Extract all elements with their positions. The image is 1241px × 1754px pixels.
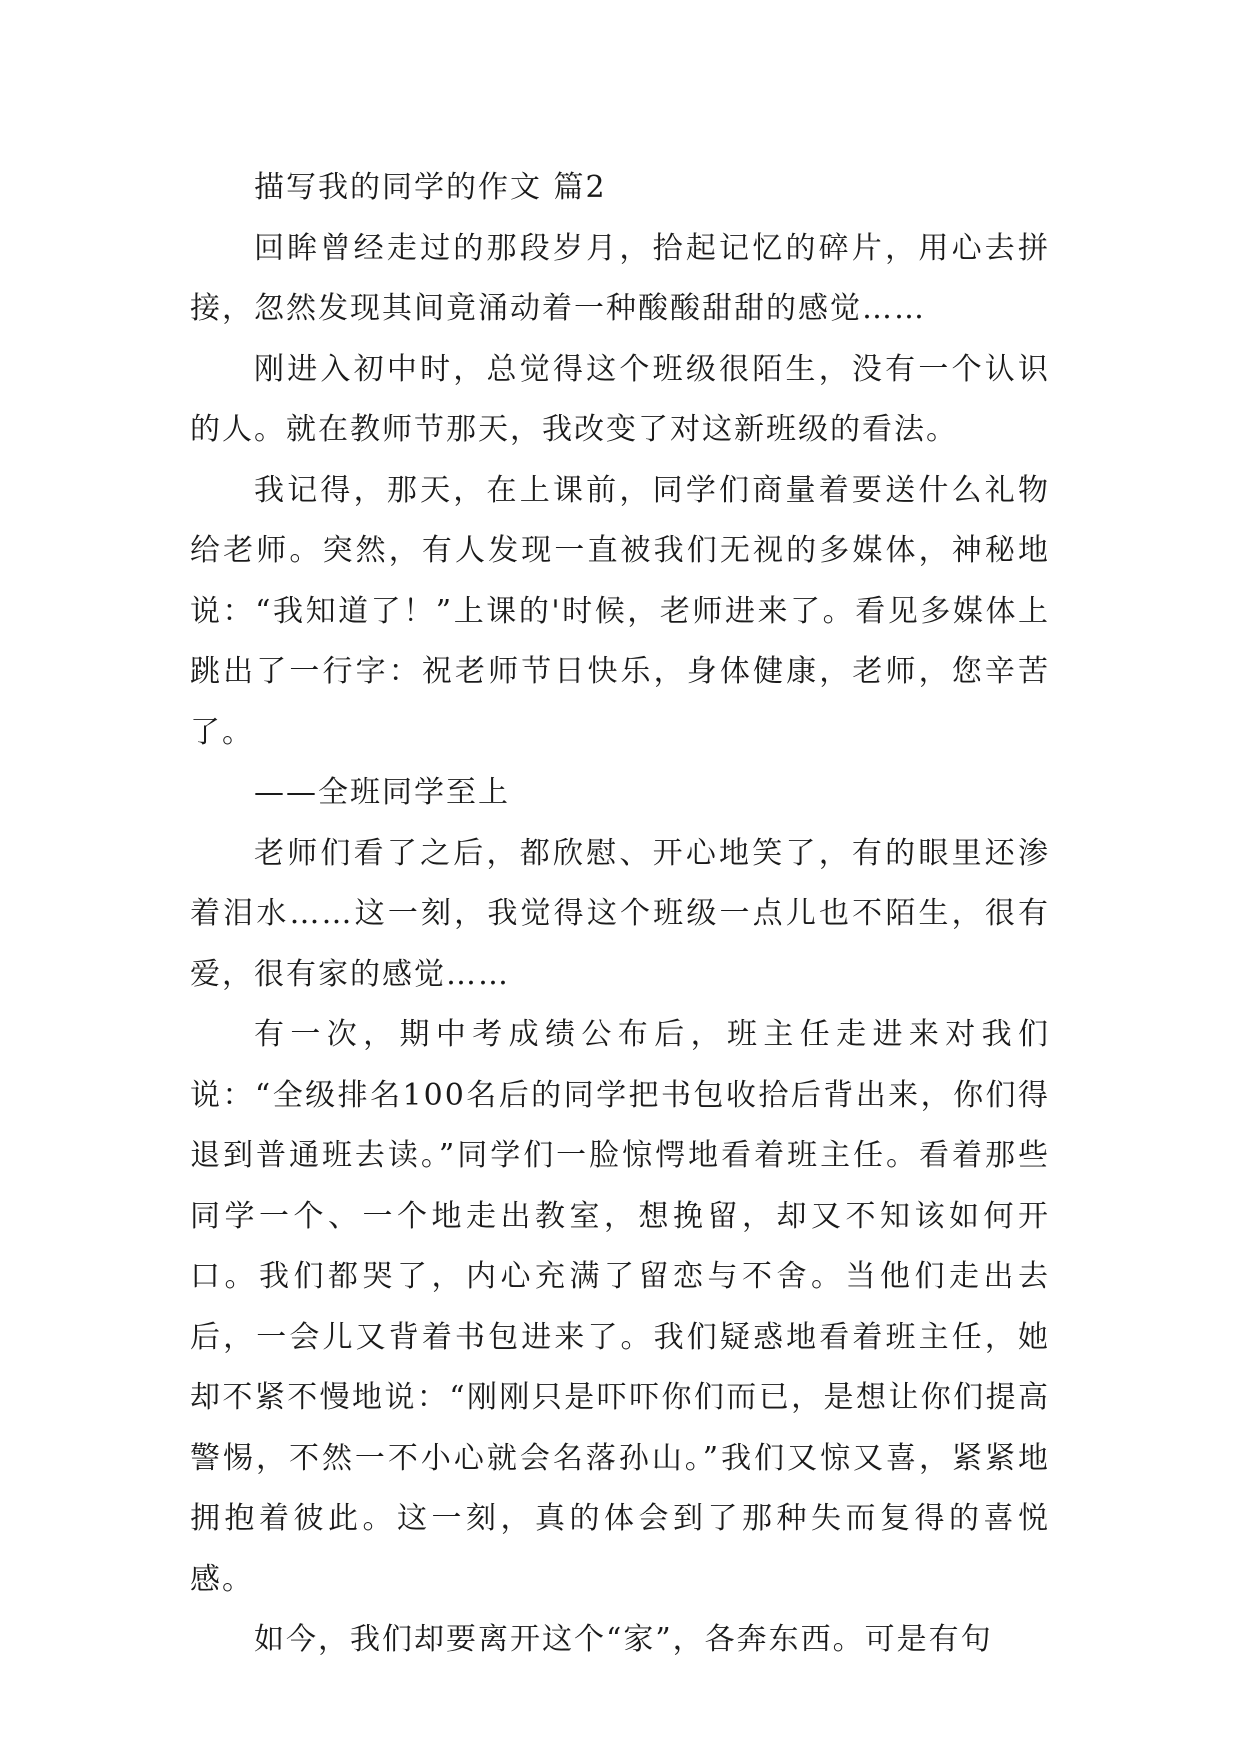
article-title: 描写我的同学的作文 篇2 <box>254 170 607 205</box>
paragraph-5: 老师们看了之后，都欣慰、开心地笑了，有的眼里还渗着泪水……这一刻，我觉得这个班级一点儿也不陌生，很有爱，很有家的感觉…… <box>190 835 1050 992</box>
paragraph-6: 有一次，期中考成绩公布后，班主任走进来对我们说：“全级排名100名后的同学把书包收拾后背出来，你们得退到普通班去读。”同学们一脸惊愕地看着班主任。看着那些同学一个、一个地走出教室，想挽留，却又不知该如何开口。我们都哭了，内心充满了留恋与不舍。当他们走出去后，一会儿又背着书包进来了。我们疑惑地看着班主任，她却不紧不慢地说：“刚刚只是吓吓你们而已，是想让你们提高警惕，不然一不小心就会名落孙山。”我们又惊又喜，紧紧地拥抱着彼此。这一刻，真的体会到了那种失而复得的喜悦感。 <box>190 1017 1050 1597</box>
paragraph-7: 如今，我们却要离开这个“家”，各奔东西。可是有句 <box>254 1622 993 1657</box>
paragraph-1: 回眸曾经走过的那段岁月，拾起记忆的碎片，用心去拼接，忽然发现其间竟涌动着一种酸酸甜甜的感觉…… <box>190 230 1050 326</box>
paragraph-4: ——全班同学至上 <box>254 775 510 810</box>
paragraph-2: 刚进入初中时，总觉得这个班级很陌生，没有一个认识的人。就在教师节那天，我改变了对这新班级的看法。 <box>190 351 1050 447</box>
paragraph-3: 我记得，那天，在上课前，同学们商量着要送什么礼物给老师。突然，有人发现一直被我们无视的多媒体，神秘地说：“我知道了！”上课的'时候，老师进来了。看见多媒体上跳出了一行字：祝老师节日快乐，身体健康，老师，您辛苦了。 <box>190 472 1050 750</box>
article-body <box>190 158 1050 1671</box>
